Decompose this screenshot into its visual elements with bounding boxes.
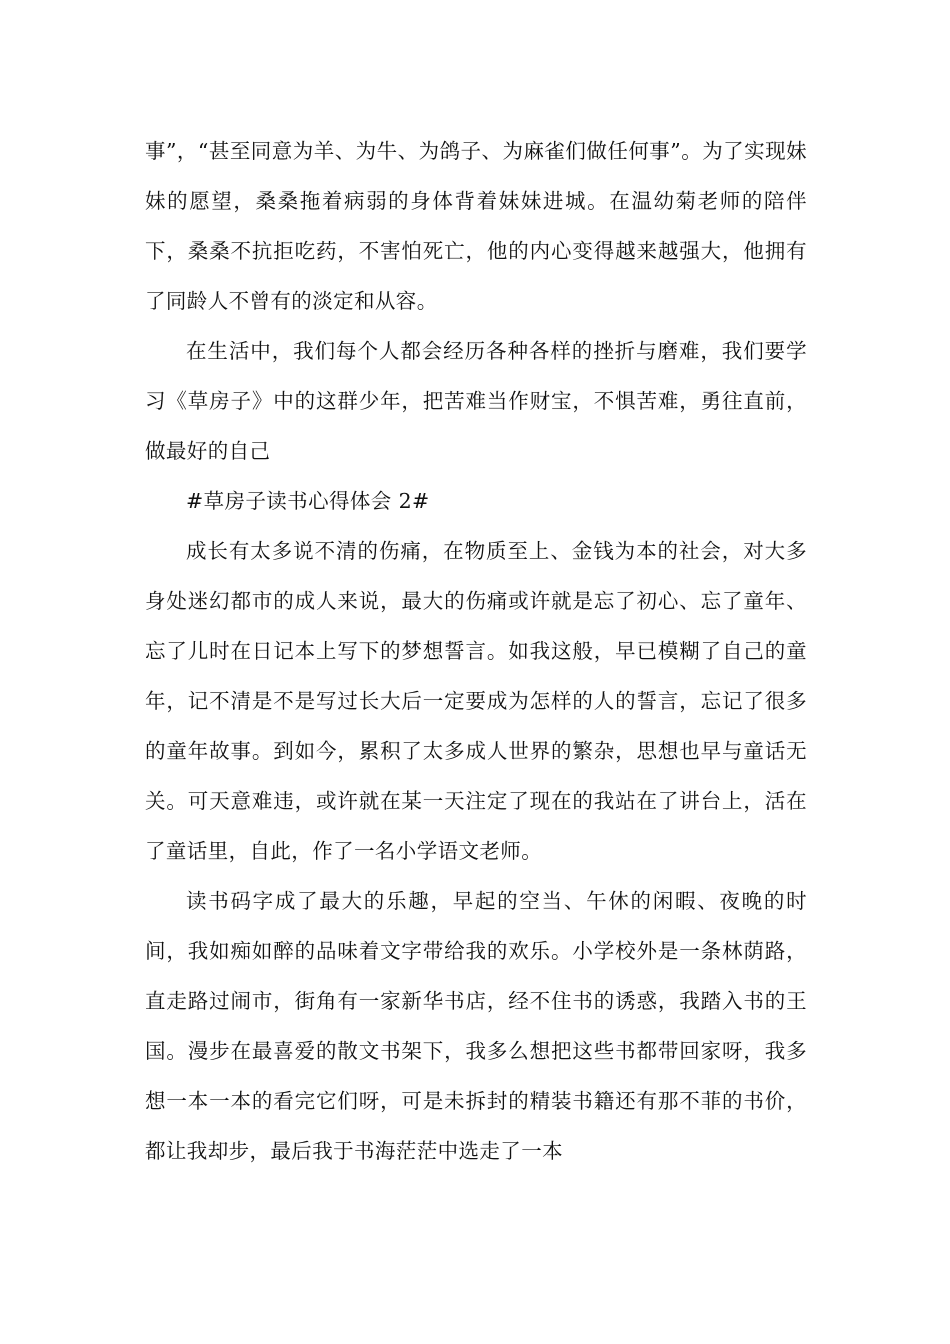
paragraph-growth: 成长有太多说不清的伤痛，在物质至上、金钱为本的社会，对大多身处迷幻都市的成人来说，最大的伤痛或许就是忘了初心、忘了童年、忘了儿时在日记本上写下的梦想誓言。如我这般，早已模糊了自己的童年，记不清是不是写过长大后一定要成为怎样的人的誓言，忘记了很多的童年故事。到如今，累积了太多成人世界的繁杂，思想也早与童话无关。可天意难违，或许就在某一天注定了现在的我站在了讲台上，活在了童话里，自此，作了一名小学语文老师。 <box>145 539 807 863</box>
paragraph-reading: 读书码字成了最大的乐趣，早起的空当、午休的闲暇、夜晚的时间，我如痴如醉的品味着文字带给我的欢乐。小学校外是一条林荫路，直走路过闹市，街角有一家新华书店，经不住书的诱惑，我踏入书的王国。漫步在最喜爱的散文书架下，我多么想把这些书都带回家呀，我多想一本一本的看完它们呀，可是未拆封的精装书籍还有那不菲的书价，都让我却步，最后我于书海茫茫中选走了一本 <box>145 889 807 1163</box>
paragraph-continuation: 事”，“甚至同意为羊、为牛、为鸽子、为麻雀们做任何事”。为了实现妹妹的愿望，桑桑拖着病弱的身体背着妹妹进城。在温幼菊老师的陪伴下，桑桑不抗拒吃药，不害怕死亡，他的内心变得越来越强大，他拥有了同龄人不曾有的淡定和从容。 <box>145 139 807 313</box>
section-heading: #草房子读书心得体会 2# <box>186 489 430 513</box>
body-text <box>145 126 807 1176</box>
paragraph-adversity: 在生活中，我们每个人都会经历各种各样的挫折与磨难，我们要学习《草房子》中的这群少年，把苦难当作财宝，不惧苦难，勇往直前，做最好的自己 <box>145 339 807 463</box>
